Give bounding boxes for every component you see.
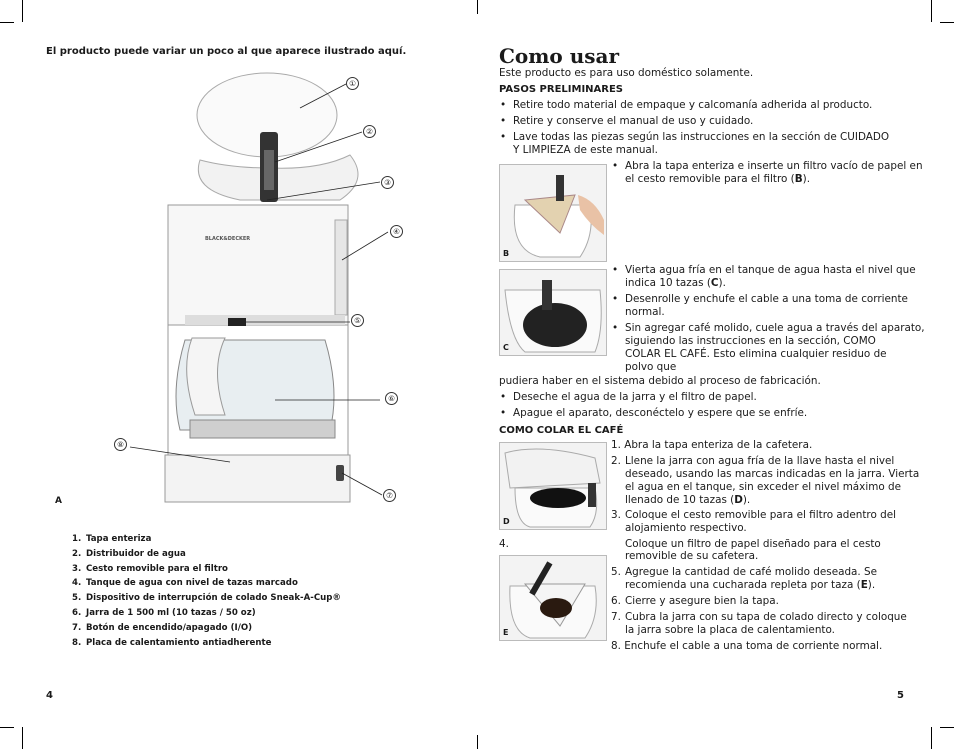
crop-mark (940, 22, 954, 23)
photo-d (499, 442, 607, 530)
intro-text: Este producto es para uso doméstico solamente. (499, 67, 754, 79)
step-3-cont: alojamiento respectivo. (625, 522, 747, 534)
list-item: • Deseche el agua de la jarra y el filtro de papel. (513, 391, 757, 404)
list-item: 6. Jarra de 1 500 ml (10 tazas / 50 oz) (72, 607, 256, 618)
step-7-text: Cubra la jarra con su tapa de colado directo y coloque (625, 611, 907, 623)
callout-7: ⑦ (383, 489, 396, 502)
list-item: 5. Dispositivo de interrupción de colado Sneak-A-Cup® (72, 593, 342, 604)
photo-b (499, 164, 607, 262)
list-item: 8. Placa de calentamiento antiadherente (72, 637, 272, 648)
list-item-cont: siguiendo las instrucciones en la sección, COMO (625, 335, 876, 347)
list-item-cont: indica 10 tazas (C). (625, 277, 726, 289)
step-2: 2. (611, 455, 621, 467)
photo-label-d: D (503, 517, 510, 526)
callout-6: ⑥ (385, 392, 398, 405)
crop-mark (0, 727, 14, 728)
step-4-text: Coloque un filtro de papel diseñado para el cesto (625, 538, 881, 550)
product-note: El producto puede variar un poco al que aparece ilustrado aquí. (46, 46, 407, 57)
continued-text: pudiera haber en el sistema debido al proceso de fabricación. (499, 375, 821, 387)
step-2-cont: llenado de 10 tazas (D). (625, 494, 751, 506)
list-item: • Abra la tapa enteriza e inserte un filtro vacío de papel en (625, 160, 923, 173)
crop-mark (0, 22, 14, 23)
brew-heading: COMO COLAR EL CAFÉ (499, 425, 624, 436)
crop-mark (940, 727, 954, 728)
page-title: Como usar (499, 44, 620, 68)
list-item-cont: COLAR EL CAFÉ. Esto elimina cualquier residuo de (625, 348, 887, 360)
list-item-cont: el cesto removible para el filtro (B). (625, 173, 811, 185)
crop-mark (22, 727, 23, 749)
step-8: 8. Enchufe el cable a una toma de corriente normal. (611, 640, 883, 652)
filter-insert-illustration (500, 165, 606, 261)
photo-label-c: C (503, 343, 509, 352)
callout-4: ④ (390, 225, 403, 238)
crop-mark (931, 0, 932, 22)
figure-label-a: A (55, 496, 62, 506)
photo-c (499, 269, 607, 356)
crop-mark (931, 727, 932, 749)
ground-coffee-illustration (500, 556, 606, 640)
list-item: • Desenrolle y enchufe el cable a una toma de corriente (625, 293, 908, 306)
step-5: 5. (611, 566, 621, 578)
crop-mark (22, 0, 23, 22)
step-4: 4. (499, 538, 509, 550)
list-item-cont: normal. (625, 306, 665, 318)
list-item: 1. Tapa enteriza (72, 534, 152, 544)
page-number-left: 4 (46, 690, 53, 701)
list-item-cont: Y LIMPIEZA de este manual. (513, 144, 658, 156)
filter-basket-illustration (500, 443, 606, 529)
callout-8: ⑧ (114, 438, 127, 451)
crop-mark (477, 0, 478, 14)
parts-list (72, 532, 341, 650)
list-item: • Vierta agua fría en el tanque de agua hasta el nivel que (625, 264, 916, 277)
photo-e (499, 555, 607, 641)
step-3: 3. (611, 509, 621, 521)
step-2-cont: el agua en el tanque, sin exceder el nivel máximo de (625, 481, 901, 493)
list-item-cont: polvo que (625, 361, 677, 373)
crop-mark (477, 735, 478, 749)
list-item: 4. Tanque de agua con nivel de tazas marcado (72, 578, 298, 589)
step-6: 6. (611, 595, 621, 607)
step-5-text: Agregue la cantidad de café molido deseada. Se (625, 566, 878, 578)
step-2-text: Llene la jarra con agua fría de la llave hasta el nivel (625, 455, 895, 467)
body-shape (168, 205, 348, 325)
list-item: • Sin agregar café molido, cuele agua a través del aparato, (625, 322, 925, 335)
list-item: • Retire todo material de empaque y calcomanía adherida al producto. (513, 99, 872, 112)
step-7: 7. (611, 611, 621, 623)
list-item: 3. Cesto removible para el filtro (72, 563, 228, 574)
step-2-cont: deseado, usando las marcas indicadas en la jarra. Vierta (625, 468, 920, 480)
step-5-cont: recomienda una cucharada repleta por taza (E). (625, 579, 876, 591)
list-item: • Lave todas las piezas según las instrucciones en la sección de CUIDADO (513, 131, 889, 144)
step-3-text: Coloque el cesto removible para el filtro adentro del (625, 509, 896, 521)
step-7-cont: la jarra sobre la placa de calentamiento. (625, 624, 835, 636)
prelim-heading: PASOS PRELIMINARES (499, 84, 624, 95)
photo-label-e: E (503, 628, 509, 637)
callout-2: ② (363, 125, 376, 138)
page-number-right: 5 (897, 690, 904, 701)
step-6-text: Cierre y asegure bien la tapa. (625, 595, 779, 607)
list-item: • Retire y conserve el manual de uso y cuidado. (513, 115, 753, 128)
list-item: • Apague el aparato, desconéctelo y espere que se enfríe. (513, 407, 807, 420)
showerhead-shape (198, 155, 358, 200)
step-4-cont: removible de su cafetera. (625, 550, 759, 562)
list-item: 7. Botón de encendido/apagado (I/O) (72, 622, 253, 633)
callout-3: ③ (381, 176, 394, 189)
callout-1: ① (346, 77, 359, 90)
callout-5: ⑤ (351, 314, 364, 327)
step-1: 1. Abra la tapa enteriza de la cafetera. (611, 439, 813, 451)
photo-label-b: B (503, 249, 510, 258)
brand-text: BLACK&DECKER (205, 236, 251, 242)
list-item: 2. Distribuidor de agua (72, 548, 186, 559)
water-tank-illustration (500, 270, 606, 355)
